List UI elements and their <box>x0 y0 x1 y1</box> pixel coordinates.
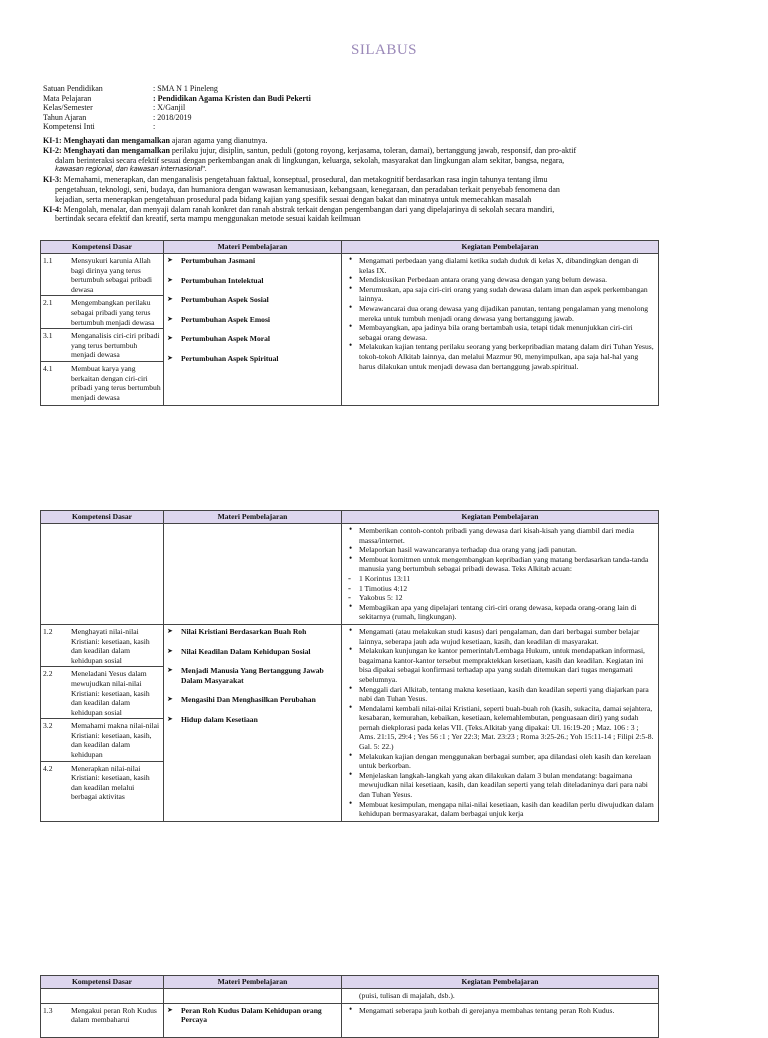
kd-item <box>41 256 163 296</box>
header-materi: Materi Pembelajaran <box>164 511 342 524</box>
info-row <box>43 122 693 132</box>
info-value: : <box>153 122 156 131</box>
silabus-table-2 <box>40 510 659 822</box>
header-materi: Materi Pembelajaran <box>164 241 342 254</box>
kd-number: 2.2 <box>43 669 53 679</box>
kd-cell <box>41 1003 164 1037</box>
kd-cell <box>41 524 164 625</box>
ki-label: KI-2: <box>43 145 62 155</box>
ki-bold: Menghayati dan mengamalkan <box>63 136 170 145</box>
kd-text: Memahami makna nilai-nilai Kristiani: kesetiaan, kasih, dan keadilan dalam kehidupan <box>71 721 160 760</box>
kd-number: 4.2 <box>43 763 53 773</box>
materi-item: ➤ Pertumbuhan Intelektual <box>167 276 338 286</box>
list-item: • Mengamati (atau melakukan studi kasus) dari pengalaman, dan dari berbagai sumber belajar lainnya, seberapa jauh ada wujud kesetiaan, kasih, dan keadilan di masyarakat. <box>359 627 655 646</box>
materi-cell <box>164 1003 342 1037</box>
kd-text: Menganalisis ciri-ciri pribadi yang terus bertumbuh menjadi dewasa <box>71 331 160 360</box>
header-materi: Materi Pembelajaran <box>164 976 342 989</box>
table-row <box>41 989 659 1004</box>
kd-item <box>41 298 163 329</box>
kegiatan-list <box>345 1006 655 1016</box>
header-kompetensi-dasar: Kompetensi Dasar <box>41 976 164 989</box>
kd-text: Membuat karya yang berkaitan dengan ciri-ciri pribadi yang terus bertumbuh menjadi dewasa <box>71 363 161 402</box>
ki-label: KI-3: <box>43 175 62 185</box>
kegiatan-list <box>345 526 655 622</box>
table-row <box>41 254 659 406</box>
materi-cell <box>164 989 342 1004</box>
materi-item: ➤ Mengasihi Dan Menghasilkan Perubahan <box>167 695 338 705</box>
list-item: • Mewawancarai dua orang dewasa yang dijadikan panutan, tentang pengalaman yang menolong mereka untuk tumbuh menjadi orang dewasa yang bertanggung jawab. <box>359 304 655 323</box>
kd-number: 1.3 <box>43 1005 53 1015</box>
ki-text: bertindak secara efektif dan kreatif, serta mampu menggunakan metode sesuai kaidah keilmuan <box>55 214 361 224</box>
list-item: • Melakukan kajian tentang perilaku seorang yang berkepribadian matang dalam diri Tuhan Yesus, tokoh-tokoh Alkitab lainnya, dan melalui Mazmur 90, menyimpulkan, apa saja hal-hal yang harus dilakukan untuk menjadi dewasa dan bertanggung jawab.spiritual. <box>359 342 655 371</box>
ki-text: ajaran agama yang dianutnya. <box>171 136 268 145</box>
kd-number: 3.1 <box>43 331 53 341</box>
info-row <box>43 103 693 113</box>
silabus-table-1 <box>40 240 659 406</box>
kegiatan-list <box>345 256 655 371</box>
kd-text: Mengembangkan perilaku sebagai pribadi yang terus bertumbuh menjadi dewasa <box>71 298 155 327</box>
ki-text: Mengolah, menalar, dan menyaji dalam ranah konkret dan ranah abstrak terkait dengan pengembangan dari yang dipelajarinya di sekolah secara mandiri, <box>63 204 555 214</box>
info-row <box>43 113 693 123</box>
list-item: • Membuat komitmen untuk mengembangkan kepribadian yang matang berdasarkan tanda-tanda manusia yang bertumbuh sebagai pribadi dewasa. Teks Alkitab acuan: <box>359 555 655 574</box>
info-row <box>43 94 693 104</box>
materi-item: ➤ Hidup dalam Kesetiaan <box>167 715 338 725</box>
kegiatan-cell <box>342 254 659 406</box>
table-row <box>41 624 659 821</box>
kd-text: Meneladani Yesus dalam mewujudkan nilai-nilai Kristiani: kesetiaan, kasih dan keadilan dalam kehidupan sosial <box>71 669 150 717</box>
kd-item <box>43 764 161 802</box>
ki-label: KI-1: <box>43 136 62 145</box>
materi-cell <box>164 624 342 821</box>
list-item: • Membuat kesimpulan, mengapa nilai-nilai kesetiaan, kasih dan keadilan perlu diwujudkan dalam kehidupan bermasyarakat, dalam berbagai unjuk kerja <box>359 800 655 819</box>
silabus-table-3 <box>40 975 659 1038</box>
list-item: • Mengamati seberapa jauh kotbah di gerejanya membahas tentang peran Roh Kudus. <box>359 1006 655 1016</box>
info-label: Satuan Pendidikan <box>43 84 103 93</box>
list-item: • Melakukan kunjungan ke kantor pemerintah/Lembaga Hukum, untuk mendapatkan informasi, bagaimana kantor-kantor tersebut mempraktekkan kesetiaan, kasih dan keadilan. Kegiatan ini bisa dipakai sebagai konfirmasi terhadap apa yang sudah ditemukan dari tugas mengamati sebelumnya. <box>359 646 655 684</box>
table-header-row <box>41 511 659 524</box>
kd-number: 2.1 <box>43 298 53 308</box>
list-item: • Menggali dari Alkitab, tentang makna kesetiaan, kasih dan keadilan seperti yang diajarkan para nabi dan Tuhan Yesus. <box>359 685 655 704</box>
ki-text: dalam berinteraksi secara efektif sesuai dengan perkembangan anak di lingkungan, keluarga, sekolah, masyarakat dan lingkungan alam sekitar, bangsa, negara, <box>55 155 565 165</box>
materi-item: ➤ Pertumbuhan Aspek Sosial <box>167 295 338 305</box>
kompetensi-inti <box>43 136 663 224</box>
kd-cell <box>41 254 164 406</box>
info-value: : 2018/2019 <box>153 112 192 122</box>
ki-text: pengetahuan, teknologi, seni, budaya, dan humaniora dengan wawasan kemanusiaan, kebangsaan, kenegaraan, dan peradaban terkait penyebab fenomena dan <box>55 184 560 194</box>
kd-number: 1.2 <box>43 626 53 636</box>
list-item: • Merumuskan, apa saja ciri-ciri orang yang sudah dewasa dalam iman dan aspek perkembangan lainnya. <box>359 285 655 304</box>
kd-item <box>41 669 163 719</box>
ki-3 <box>43 175 663 204</box>
ki-bold: Menghayati dan mengamalkan <box>63 145 170 155</box>
list-item: • Membagikan apa yang dipelajari tentang ciri-ciri orang dewasa, kepada orang-orang lain di sekitarnya (rumah, lingkungan). <box>359 603 655 622</box>
kd-text: Menerapkan nilai-nilai Kristiani: kesetiaan, kasih dan keadilan melalui berbagai aktivitas <box>71 763 150 802</box>
ki-text: kawasan regional, dan kawasan internasional". <box>55 165 207 174</box>
header-kegiatan: Kegiatan Pembelajaran <box>342 511 659 524</box>
info-label: Kelas/Semester <box>43 103 93 112</box>
ki-2 <box>43 146 663 175</box>
list-item: • Melakukan kajian dengan menggunakan berbagai sumber, apa dilandasi oleh kasih dan kerelaan untuk berkorban. <box>359 752 655 771</box>
list-item: • Mengamati perbedaan yang dialami ketika sudah duduk di kelas X, dibandingkan dengan di kelas IX. <box>359 256 655 275</box>
header-kompetensi-dasar: Kompetensi Dasar <box>41 511 164 524</box>
kd-text: Mensyukuri karunia Allah bagi dirinya yang terus bertumbuh sebagai pribadi dewasa <box>71 256 152 294</box>
info-label: Kompetensi Inti <box>43 122 95 131</box>
info-value: : Pendidikan Agama Kristen dan Budi Pekerti <box>153 93 311 103</box>
materi-item: ➤ Menjadi Manusia Yang Bertanggung Jawab Dalam Masyarakat <box>167 666 338 685</box>
materi-item: ➤ Nilai Keadilan Dalam Kehidupan Sosial <box>167 647 338 657</box>
table-header-row <box>41 241 659 254</box>
kd-item <box>41 331 163 362</box>
kd-text: Mengakui peran Roh Kudus dalam membaharui <box>71 1005 157 1025</box>
table-row <box>41 1003 659 1037</box>
kd-item <box>41 627 163 667</box>
kegiatan-text: (puisi, tulisan di majalah, dsb.). <box>359 991 455 1000</box>
list-item: - 1 Korintus 13:11 <box>359 574 655 584</box>
ki-1 <box>43 136 663 146</box>
list-item: • Memberikan contoh-contoh pribadi yang dewasa dari kisah-kisah yang diambil dari media massa/internet. <box>359 526 655 545</box>
kegiatan-cell <box>342 1003 659 1037</box>
list-item: • Menjelaskan langkah-langkah yang akan dilakukan dalam 3 bulan mendatang: bagaimana mewujudkan nilai kesetiaan, kasih, dan keadilan seperti yang telah diteladaninya dari para nabi dan Tuhan Yesus. <box>359 771 655 800</box>
header-kegiatan: Kegiatan Pembelajaran <box>342 241 659 254</box>
header-kegiatan: Kegiatan Pembelajaran <box>342 976 659 989</box>
ki-text: kejadian, serta menerapkan pengetahuan prosedural pada bidang kajian yang spesifik sesuai dengan bakat dan minatnya untuk memecahkan masalah <box>55 194 532 204</box>
ki-text: perilaku jujur, disiplin, santun, peduli (gotong royong, kerjasama, toleran, damai), bertanggung jawab, responsif, dan pro-aktif <box>171 145 577 155</box>
materi-item: ➤ Nilai Kristiani Berdasarkan Buah Roh <box>167 627 338 637</box>
ki-4 <box>43 205 663 225</box>
kd-cell <box>41 989 164 1004</box>
info-label: Tahun Ajaran <box>43 112 87 122</box>
info-value: : SMA N 1 Pineleng <box>153 84 218 93</box>
kd-number: 1.1 <box>43 256 53 265</box>
kd-item <box>43 364 161 402</box>
materi-item: ➤ Pertumbuhan Aspek Emosi <box>167 315 338 325</box>
list-item: • Membayangkan, apa jadinya bila orang bertambah usia, tetapi tidak menunjukkan ciri-ciri sebagai orang dewasa. <box>359 323 655 342</box>
info-label: Mata Pelajaran <box>43 93 92 103</box>
kegiatan-cell <box>342 989 659 1004</box>
kd-cell <box>41 624 164 821</box>
ki-text: Memahami, menerapkan, dan menganalisis pengetahuan faktual, konseptual, prosedural, dan metakognitif berdasarkan rasa ingin tahunya tentang ilmu <box>63 175 548 185</box>
materi-item: ➤ Pertumbuhan Aspek Spiritual <box>167 354 338 364</box>
table-header-row <box>41 976 659 989</box>
kd-number: 4.1 <box>43 363 53 373</box>
kd-number: 3.2 <box>43 721 53 731</box>
info-value: : X/Ganjil <box>153 103 186 112</box>
table-row <box>41 524 659 625</box>
info-row <box>43 84 693 94</box>
materi-cell <box>164 524 342 625</box>
list-item: - 1 Timotius 4:12 <box>359 584 655 594</box>
kegiatan-cell <box>342 624 659 821</box>
list-item: • Mendalami kembali nilai-nilai Kristiani, seperti buah-buah roh (kasih, sukacita, damai sejahtera, kesabaran, kemurahan, kebaikan, kesetiaan, kelemahlembutan, penguasaan diri) yang sudah pernah diekplorasi pada kelas VII. (Teks.Alkitab yang dipakai: Ul. 16:19-20 ; Maz. 106 : 3 ; Ams. 21:15, 29:4 ; Yes 56 :1 ; Yer 22:3; Mat. 23:23 ; Roma 3:25-26.; Yoh 15:11-14 ; Filipi 2:5-8. Gal. 5: 22.) <box>359 704 655 752</box>
list-item: • Melaporkan hasil wawancaranya terhadap dua orang yang jadi panutan. <box>359 545 655 555</box>
materi-item: ➤ Pertumbuhan Jasmani <box>167 256 338 266</box>
materi-cell <box>164 254 342 406</box>
document-info <box>43 84 693 132</box>
kd-text: Menghayati nilai-nilai Kristiani: kesetiaan, kasih dan keadilan dalam kehidupan sosial <box>71 626 150 665</box>
materi-item: ➤ Peran Roh Kudus Dalam Kehidupan orang Percaya <box>167 1006 338 1025</box>
ki-label: KI-4: <box>43 204 62 214</box>
kd-item <box>41 721 163 761</box>
kegiatan-list <box>345 627 655 819</box>
list-item: • Mendiskusikan Perbedaan antara orang yang dewasa dengan yang belum dewasa. <box>359 275 655 285</box>
header-kompetensi-dasar: Kompetensi Dasar <box>41 241 164 254</box>
kd-item <box>43 1006 161 1025</box>
list-item: - Yakobus 5: 12 <box>359 593 655 603</box>
page-title: SILABUS <box>350 42 417 58</box>
materi-item: ➤ Pertumbuhan Aspek Moral <box>167 334 338 344</box>
kegiatan-cell <box>342 524 659 625</box>
